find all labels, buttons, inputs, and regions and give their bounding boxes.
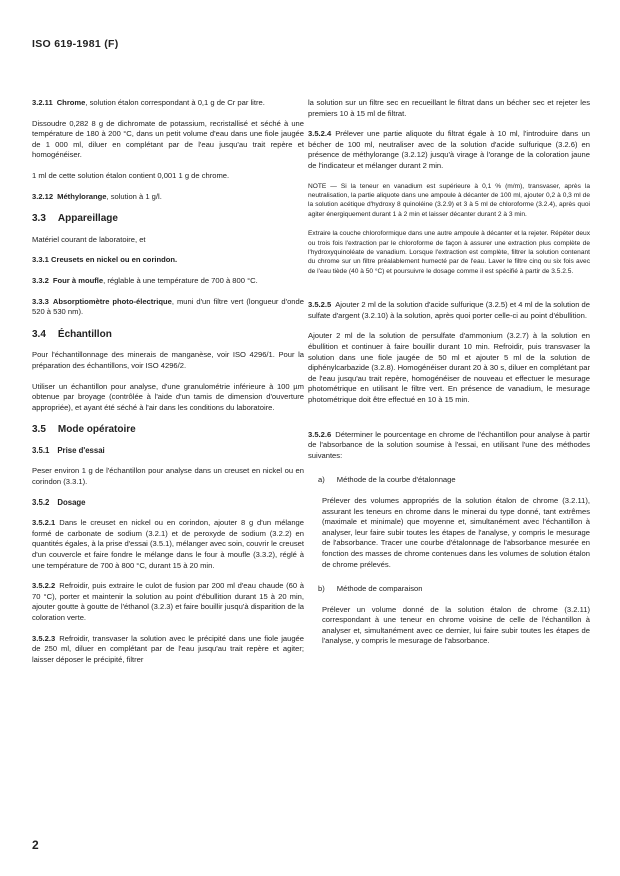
- para-3-3-3: 3.3.3 Absorptiomètre photo-électrique, muni d'un filtre vert (longueur d'onde 520 à 530 nm).: [32, 296, 304, 317]
- para-chrome-content: 1 ml de cette solution étalon contient 0,001 1 g de chrome.: [32, 170, 230, 180]
- method-a-text: Prélever des volumes appropriés de la solution étalon de chrome (3.2.11), assurant les teneurs en chrome dans le minerai du type donné, tant extrêmes (maximale et minimale) que moyenne et, simultanément avec l'échantillon à analyser, leur faire subir toutes les étapes de l'analyse, y compris le mesurage de l'absorbance. Tracer une courbe d'étalonnage de l'absorbance mesurée en fonction des masses de chrome contenues dans les volumes de solution étalon de chrome prélevés.: [322, 495, 590, 569]
- para-3-2-11: 3.2.11 Chrome, solution étalon correspondant à 0,1 g de Cr par litre.: [32, 98, 265, 107]
- section-3-4-heading: 3.4 Échantillon: [32, 328, 112, 340]
- section-3-5-heading: 3.5 Mode opératoire: [32, 424, 136, 436]
- para-3-5-2-6: 3.5.2.6 Déterminer le pourcentage en chrome de l'échantillon pour analyse à partir de l'absorbance de la solution soumise à l'essai, en utilisant l'une des méthodes suivantes:: [308, 429, 590, 460]
- para-dissolve: Dissoudre 0,282 8 g de dichromate de potassium, recristallisé et séché à une température de 180 à 200 °C, dans un petit volume d'eau dans une fiole jaugée de 1 000 ml, diluer en complétant par de l'eau jusqu'au trait repère et homogénéiser.: [32, 118, 304, 160]
- para-3-5-2-5-b: Ajouter 2 ml de la solution de persulfate d'ammonium (3.2.7) à la solution en ébullition et continuer à faire bouillir durant 10 min. Refroidir, puis transvaser la solution dans une fiole jaugée de 50 ml et ajouter 5 ml de la solution de diphénylcarbazide (3.2.8). Homogénéiser durant 20 à 30 s, diluer en complétant par de l'eau jusqu'au trait repère, homogénéiser de nouveau et effectuer le mesurage photométrique en utilisant le filtre vert. En présence de vanadium, le mesurage photométrique doit être effectué en 10 à 15 min.: [308, 331, 590, 404]
- para-3-4-a: Pour l'échantillonnage des minerais de manganèse, voir ISO 4296/1. Pour la préparation des échantillons, voir ISO 4296/2.: [32, 350, 304, 370]
- para-3-3: Matériel courant de laboratoire, et: [32, 234, 146, 244]
- method-b-heading: b) Méthode de comparaison: [318, 584, 423, 594]
- para-continuation: la solution sur un filtre sec en recueillant le filtrat dans un bécher sec et rejeter les premiers 10 à 15 ml de filtrat.: [308, 98, 590, 118]
- section-3-3-heading: 3.3 Appareillage: [32, 213, 118, 225]
- para-3-5-2-2: 3.5.2.2 Refroidir, puis extraire le culot de fusion par 200 ml d'eau chaude (60 à 70 °C), porter et maintenir la solution au point d'ébullition durant 15 à 20 min, ajouter goutte à goutte de l'éthanol (3.2.3) et faire bouillir jusqu'à disparition de la coloration verte.: [32, 581, 304, 622]
- page-header: ISO 619-1981 (F): [32, 38, 119, 50]
- right-column: [308, 98, 590, 657]
- para-3-3-1: 3.3.1 Creusets en nickel ou en corindon.: [32, 255, 178, 265]
- section-3-5-1-heading: 3.5.1 Prise d'essai: [32, 445, 105, 455]
- page-number: 2: [32, 838, 39, 852]
- section-3-5-2-heading: 3.5.2 Dosage: [32, 497, 86, 507]
- para-3-2-12: 3.2.12 Méthylorange, solution à 1 g/l.: [32, 191, 162, 201]
- para-3-4-b: Utiliser un échantillon pour analyse, d'une granulométrie inférieure à 100 µm obtenue par broyage (contrôlée à l'aide d'un tamis de dimension d'ouverture appropriée), et ayant été séché à l'air dans les conditions du laboratoire.: [32, 381, 304, 412]
- para-3-5-2-4: 3.5.2.4 Prélever une partie aliquote du filtrat égale à 10 ml, l'introduire dans un bécher de 100 ml, neutraliser avec de la solution d'acide sulfurique (3.2.6) en présence de méthylorange (3.2.12) jusqu'à virage à l'orange de la coloration jaune de l'indicateur et mélanger durant 2 min.: [308, 129, 590, 170]
- note: NOTE — Si la teneur en vanadium est supérieure à 0,1 % (m/m), transvaser, après la neutralisation, la partie aliquote dans une ampoule à décanter de 100 ml, ajouter 0,2 à 0,3 ml de la solution acétique d'hydroxy 8 quinoléine (3.2.9) et 3 à 5 ml de chloroforme (3.2.4), après quoi agiter énergiquement durant 1 à 2 min et laisser décanter durant 2 à 3 min.: [308, 182, 590, 218]
- note-continuation: Extraire la couche chloroformique dans une autre ampoule à décanter et la rejeter. Répéter deux ou trois fois l'extraction par le chloroforme de façon à assurer une extraction plus complète de l'hydroxyquinoléate de vanadium. Lorsque l'extraction est complète, filtrer la solution contenant du chrome sur un filtre préalablement humecté par de l'eau. Laver le filtre cinq ou six fois avec de l'eau tiède (40 à 50 °C) et poursuivre le dosage comme il est spécifié à partir de 3.5.2.5.: [308, 230, 590, 275]
- para-3-5-2-5: 3.5.2.5 Ajouter 2 ml de la solution d'acide sulfurique (3.2.5) et 4 ml de la solution de sulfate d'argent (3.2.10) à la solution, après quoi porter celle-ci au point d'ébullition.: [308, 300, 590, 320]
- method-a-heading: a) Méthode de la courbe d'étalonnage: [318, 475, 456, 485]
- method-b-text: Prélever un volume donné de la solution étalon de chrome (3.2.11) correspondant à une teneur en chrome voisine de celle de l'échantillon à analyser et, simultanément avec ce dernier, lui faire subir toutes les étapes de l'analyse, y compris le mesurage de l'absorbance.: [322, 604, 590, 646]
- para-3-3-2: 3.3.2 Four à moufle, réglable à une température de 700 à 800 °C.: [32, 275, 258, 285]
- para-3-5-2-3: 3.5.2.3 Refroidir, transvaser la solution avec le précipité dans une fiole jaugée de 250 ml, diluer en complétant par de l'eau jusqu'au trait repère et agiter; laisser déposer le précipité, filtrer: [32, 633, 304, 664]
- left-column: [32, 98, 304, 675]
- para-3-5-1: Peser environ 1 g de l'échantillon pour analyse dans un creuset en nickel ou en corindon (3.3.1).: [32, 466, 304, 487]
- para-3-5-2-1: 3.5.2.1 Dans le creuset en nickel ou en corindon, ajouter 8 g d'un mélange formé de carbonate de sodium (3.2.1) et de peroxyde de sodium (3.2.2) en quantités égales, à la prise d'essai (3.5.1), mélanger avec soin, couvrir le creuset d'un couvercle et faire fondre le mélange dans le four à moufle (3.3.2), réglé à une température de 700 à 800 °C, durant 15 à 20 min.: [32, 518, 305, 570]
